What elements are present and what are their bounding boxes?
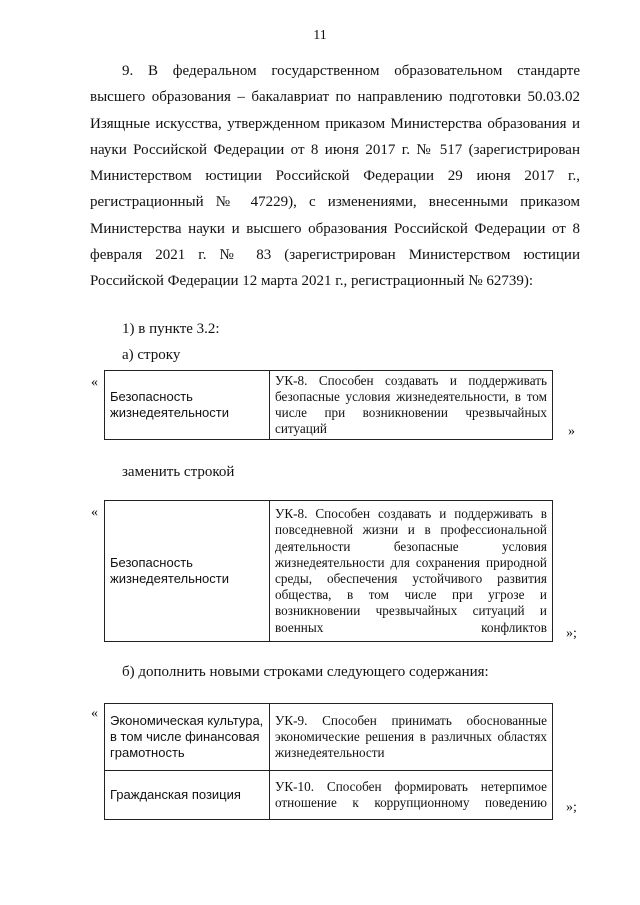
competence-cell: УК-9. Способен принимать обоснованные экономические решения в различных областях жизнедеятельности [270,704,553,771]
table-old-row [104,370,553,440]
category-cell: Гражданская позиция [105,771,270,820]
table-row [105,371,553,440]
paragraph-9 [90,58,580,295]
quote-close-1: » [568,424,575,439]
table-new-row [104,500,553,642]
item-a: а) строку [122,347,181,363]
competence-cell: УК-10. Способен формировать нетерпимое отношение к коррупционному поведению [270,771,553,820]
replace-with: заменить строкой [122,464,235,480]
category-cell: Экономическая культура, в том числе финансовая грамотность [105,704,270,771]
table-added-rows [104,703,553,820]
quote-close-3: »; [566,800,577,815]
table-row [105,501,553,642]
table-row [105,704,553,771]
category-cell: Безопасность жизнедеятельности [105,501,270,642]
paragraph-9-text: 9. В федеральном государственном образовательном стандарте высшего образования – бакалавриат по направлению подготовки 50.03.02 Изящные искусства, утвержденном приказом Министерства образования и науки Российской Федерации от 8 июня 2017 г. № 517 (зарегистрирован Министерством юстиции Российской Федерации 29 июня 2017 г., регистрационный № 47229), с изменениями, внесенными приказом Министерства науки и высшего образования Российской Федерации от 8 февраля 2021 г. № 83 (зарегистрирован Министерством юстиции Российской Федерации 12 марта 2021 г., регистрационный № 62739): [90,63,580,290]
item-b: б) дополнить новыми строками следующего содержания: [122,664,489,680]
quote-open-1: « [91,375,98,390]
quote-close-2: »; [566,626,577,641]
item-1: 1) в пункте 3.2: [122,321,220,337]
category-cell: Безопасность жизнедеятельности [105,371,270,440]
quote-open-2: « [91,505,98,520]
page-number: 11 [313,28,327,43]
quote-open-3: « [91,706,98,721]
table-row [105,771,553,820]
competence-cell: УК-8. Способен создавать и поддерживать безопасные условия жизнедеятельности, в том числе при возникновении чрезвычайных ситуаций [270,371,553,440]
competence-cell: УК-8. Способен создавать и поддерживать в повседневной жизни и в профессиональной деятельности безопасные условия жизнедеятельности для сохранения природной среды, обеспечения устойчивого развития общества, в том числе при угрозе и возникновении чрезвычайных ситуаций и военных конфликтов [270,501,553,642]
